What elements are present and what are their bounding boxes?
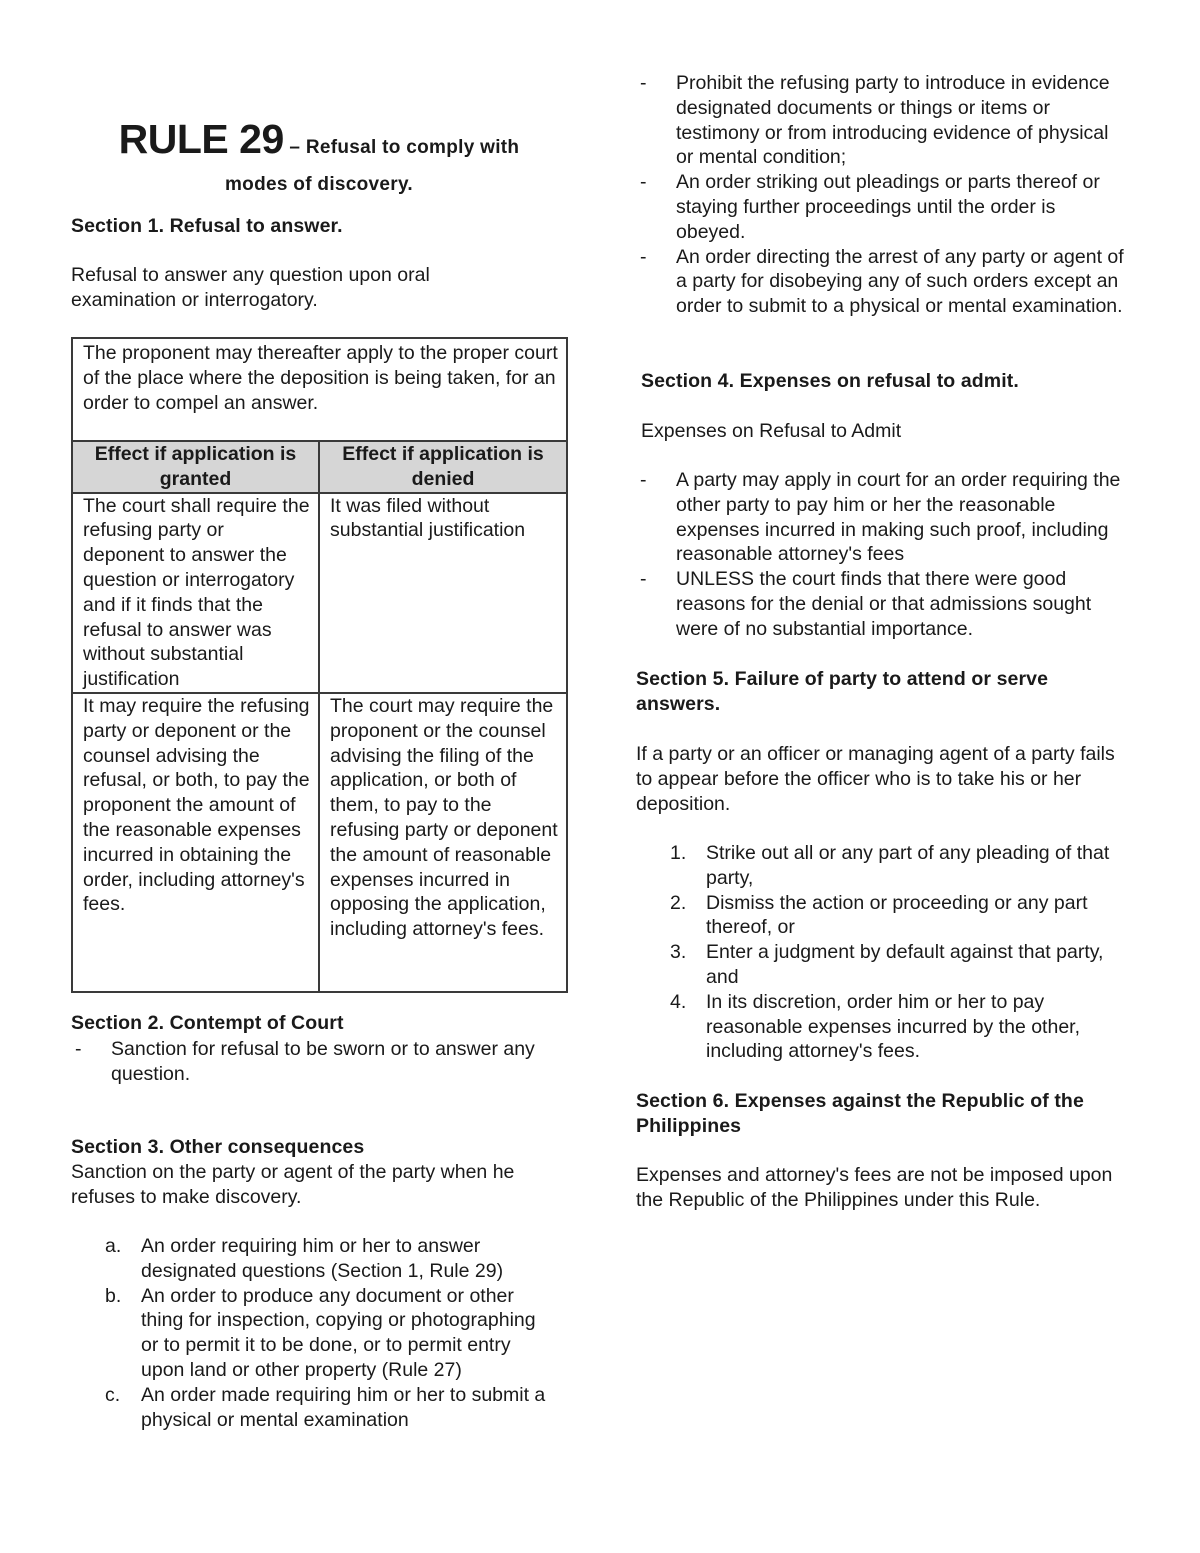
section-1-heading: Section 1. Refusal to answer. (71, 215, 343, 237)
table-cell-granted-2: It may require the refusing party or deponent or the counsel advising the refusal, or both, to pay the proponent the amount of the reasonable expenses incurred in obtaining the order, including attorney's fees. (72, 693, 319, 992)
section-4-subheading: Expenses on Refusal to Admit (641, 420, 902, 442)
list-item: a. An order requiring him or her to answer designated questions (Section 1, Rule 29) (105, 1235, 504, 1282)
section-2-heading: Section 2. Contempt of Court (71, 1012, 344, 1034)
rule-number: RULE 29 (118, 116, 284, 162)
section-3-intro: Sanction on the party or agent of the party when he refuses to make discovery. (71, 1161, 515, 1208)
dash-bullet-icon: - (640, 469, 647, 491)
dash-bullet-icon: - (75, 1038, 82, 1060)
list-item: - UNLESS the court finds that there were good reasons for the denial or that admissions sought were of no substantial importance. (640, 568, 1092, 640)
table-intro-cell: The proponent may thereafter apply to the proper court of the place where the deposition is being taken, for an order to compel an answer. (72, 338, 567, 441)
refusal-effects-table (71, 337, 568, 993)
list-item: c. An order made requiring him or her to submit a physical or mental examination (105, 1383, 546, 1431)
section-1-text: Refusal to answer any question upon oral examination or interrogatory. (71, 264, 430, 311)
table-cell-denied-1: It was filed without substantial justification (319, 493, 567, 693)
rule-subtitle-line1: Refusal to comply with (305, 137, 520, 158)
list-item: 4. In its discretion, order him or her to pay reasonable expenses incurred by the other, including attorney's fees. (670, 990, 1080, 1063)
section-4-heading: Section 4. Expenses on refusal to admit. (641, 370, 1019, 392)
section-6-text: Expenses and attorney's fees are not be imposed upon the Republic of the Philippines under this Rule. (636, 1164, 1113, 1211)
section-4-list (636, 468, 1126, 642)
dash-bullet-icon: - (640, 568, 647, 591)
section-3-heading: Section 3. Other consequences (71, 1136, 365, 1158)
section-2-list (71, 1037, 541, 1087)
section-3-list (71, 1234, 555, 1432)
list-item: - Prohibit the refusing party to introduce in evidence designated documents or things or items or testimony or from introducing evidence of physical or mental condition; (640, 72, 1110, 169)
rule-title (71, 115, 567, 198)
dash-bullet-icon: - (640, 72, 647, 94)
list-item: - An order directing the arrest of any party or agent of a party for disobeying any of such orders except an order to submit to a physical or mental examination. (640, 245, 1124, 318)
section-5-heading: Section 5. Failure of party to attend or serve answers. (636, 668, 1049, 715)
list-item: - Sanction for refusal to be sworn or to answer any question. (75, 1038, 535, 1085)
dash-bullet-icon: - (640, 245, 647, 268)
list-item: b. An order to produce any document or other thing for inspection, copying or photographing or to permit it to be done, or to permit entry upon land or other property (Rule 27) (105, 1284, 536, 1381)
section-5-list (636, 841, 1136, 1064)
rule-subtitle-line2: modes of discovery. (224, 174, 414, 195)
section-5-intro: If a party or an officer or managing agent of a party fails to appear before the officer who is to take his or her deposition. (636, 743, 1115, 815)
list-item: 2. Dismiss the action or proceeding or any part thereof, or (670, 891, 1088, 939)
section-6-heading: Section 6. Expenses against the Republic of the Philippines (636, 1090, 1084, 1137)
table-cell-granted-1: The court shall require the refusing party or deponent to answer the question or interrogatory and if it finds that the refusal to answer was without substantial justification (72, 493, 319, 693)
list-item: 1. Strike out all or any part of any pleading of that party, (670, 842, 1110, 889)
table-cell-denied-2: The court may require the proponent or the counsel advising the filing of the application, or both of them, to pay to the refusing party or deponent the amount of reasonable expenses incurred in opposing the application, including attorney's fees. (319, 693, 567, 992)
list-item: 3. Enter a judgment by default against that party, and (670, 941, 1104, 988)
table-header-granted: Effect if application is granted (72, 441, 319, 493)
section-3-continued-list (636, 71, 1126, 319)
list-item: - An order striking out pleadings or parts thereof or staying further proceedings until the order is obeyed. (640, 171, 1100, 243)
table-header-denied: Effect if application is denied (319, 441, 567, 493)
rule-title-dash: – (283, 137, 306, 158)
list-item: - A party may apply in court for an order requiring the other party to pay him or her the reasonable expenses incurred in making such proof, including reasonable attorney's fees (640, 469, 1121, 566)
dash-bullet-icon: - (640, 171, 647, 194)
